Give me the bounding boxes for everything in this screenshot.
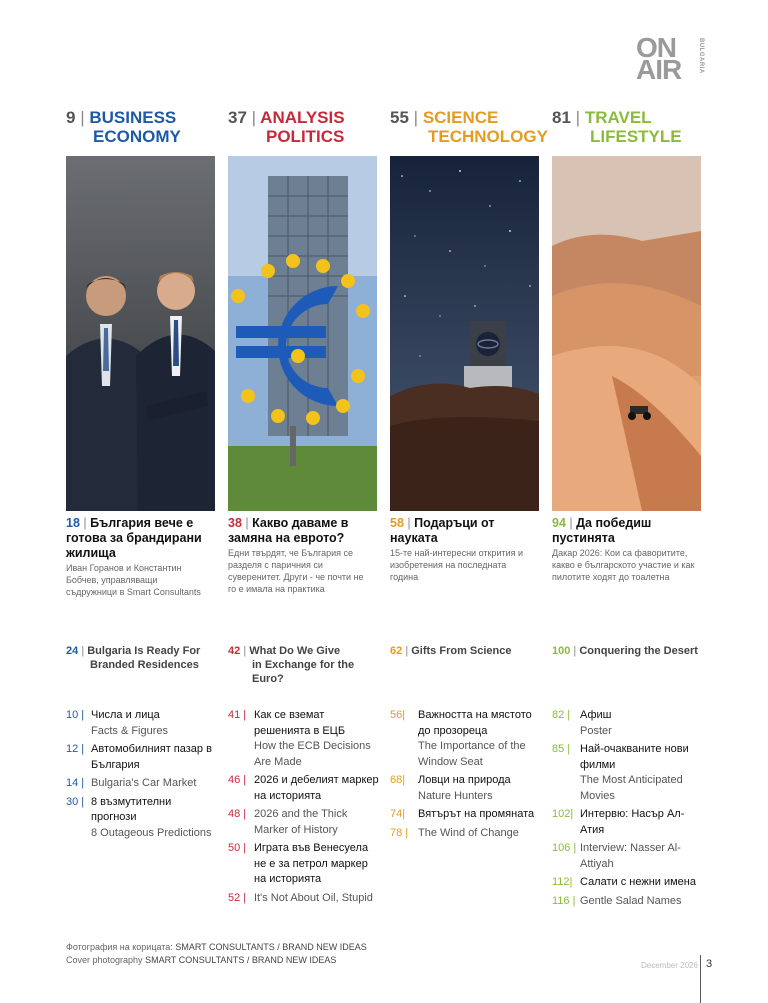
cover-credits: Фотография на корицата: SMART CONSULTANTS / BRAND NEW IDEAS Cover photography SMART CONSULTANTS / BRAND NEW IDEAS [66, 942, 367, 965]
list-item[interactable]: 48 | 2026 and the Thick Marker of History [228, 808, 348, 836]
english-page-number: 62 [390, 645, 403, 657]
feature-title: Какво даваме в замяна на еврото? [228, 516, 349, 545]
list-item[interactable]: 116 | Gentle Salad Names [552, 894, 682, 907]
english-page-number: 100 [552, 645, 571, 657]
logo-air: AIR [636, 54, 682, 85]
english-feature-business[interactable]: 24 | Bulgaria Is Ready For Branded Residences [66, 645, 201, 671]
section-header-analysis[interactable]: 37 | ANALYSIS POLITICS [228, 108, 345, 146]
feature-description: Дакар 2026: Кои са фаворитите, какво е българското участие и как пилотите ходят до тоалетна [552, 548, 695, 582]
section-page-number: 9 [66, 108, 76, 127]
feature-article-science[interactable]: 58 | Подаръци от науката 15-те най-интересни открития и изобретения на последната година [390, 516, 535, 583]
list-item[interactable]: 102| Интервю: Насър Ал-Атия [552, 808, 685, 836]
list-item[interactable]: 52 | It's Not About Oil, Stupid [228, 891, 373, 904]
contents-list-science [390, 708, 540, 844]
english-feature-politics[interactable]: 42 | What Do We Give in Exchange for the Euro? [228, 645, 355, 685]
list-item[interactable]: 112| Салати с нежни имена [552, 876, 696, 888]
section-page-number: 37 [228, 108, 247, 127]
feature-description: 15-те най-интересни открития и изобретения на последната година [390, 548, 524, 582]
section-title-line1: BUSINESS [89, 108, 177, 127]
section-title-line2: ECONOMY [93, 127, 181, 146]
travel-photo[interactable] [552, 156, 701, 511]
issue-date: December 2026 [641, 961, 698, 970]
list-item[interactable]: 14 | Bulgaria's Car Market [66, 777, 197, 789]
section-title-line2: LIFESTYLE [590, 127, 682, 146]
section-page-number: 55 [390, 108, 409, 127]
section-title-line1: ANALYSIS [260, 108, 345, 127]
feature-article-politics[interactable]: 38 | Какво даваме в замяна на еврото? Едни твърдят, че България се разделя с паричния си суверенитет. Други - че почти не го е имала на практика [228, 516, 373, 595]
section-header-science[interactable]: 55 | SCIENCE TECHNOLOGY [390, 108, 548, 146]
page-number: 3 [706, 958, 713, 970]
section-title-line2: TECHNOLOGY [428, 127, 548, 146]
english-title-line1: Bulgaria Is Ready For [87, 645, 201, 657]
english-title-line1: Gifts From Science [411, 645, 512, 657]
list-item[interactable]: 56| Важността на мястото до прозореца The Importance of the Window Seat [390, 709, 532, 768]
section-page-number: 81 [552, 108, 571, 127]
section-header-business[interactable]: 9 | BUSINESS ECONOMY [66, 108, 181, 146]
science-photo[interactable] [390, 156, 539, 511]
section-title-line1: SCIENCE [422, 108, 499, 127]
section-title-line2: POLITICS [266, 127, 345, 146]
list-item[interactable]: 30 | 8 възмутителни прогнози 8 Outageous Predictions [66, 795, 212, 839]
list-item[interactable]: 10 | Числа и лица Facts & Figures [66, 709, 169, 737]
feature-description: Едни твърдят, че България се разделя с паричния си суверенитет. Други - че почти не го е имала на практика [228, 548, 364, 594]
list-item[interactable]: 78 | The Wind of Change [390, 826, 519, 839]
english-page-number: 42 [228, 645, 241, 657]
feature-page-number: 18 [66, 516, 80, 530]
list-item[interactable]: 74| Вятърът на промяната [390, 808, 535, 820]
feature-page-number: 58 [390, 516, 404, 530]
english-page-number: 24 [66, 645, 79, 657]
politics-photo[interactable] [228, 156, 377, 511]
list-item[interactable]: 85 | Най-очакваните нови филми The Most Anticipated Movies [552, 743, 689, 802]
list-item[interactable]: 82 | Афиш Poster [552, 709, 612, 737]
feature-page-number: 38 [228, 516, 242, 530]
list-item[interactable]: 46 | 2026 и дебелият маркер на историята [228, 774, 379, 802]
english-title-line2: in Exchange for the [252, 659, 355, 671]
contents-list-business [66, 708, 216, 844]
english-title-line2: Branded Residences [90, 659, 199, 671]
list-item[interactable]: 12 | Автомобилният пазар в България [66, 743, 212, 771]
list-item[interactable]: 41 | Как се вземат решенията в ЕЦБ How the ECB Decisions Are Made [228, 709, 371, 768]
feature-article-business[interactable]: 18 | България вече е готова за брандирани жилища Иван Горанов и Константин Бобчев, управляващи съдружници в Smart Consultants [66, 516, 211, 598]
feature-description: Иван Горанов и Константин Бобчев, управляващи съдружници в Smart Consultants [66, 563, 201, 597]
contents-list-travel [552, 708, 702, 912]
feature-page-number: 94 [552, 516, 566, 530]
feature-title: България вече е готова за брандирани жилища [66, 516, 202, 560]
feature-article-travel[interactable]: 94 | Да победиш пустинята Дакар 2026: Кои са фаворитите, какво е българското участие и как пилотите ходят до тоалетна [552, 516, 697, 583]
feature-title: Подаръци от науката [390, 516, 495, 545]
feature-title: Да победиш пустинята [552, 516, 652, 545]
magazine-logo [636, 32, 706, 86]
list-item[interactable]: 50 | Играта във Венесуела не е за петрол маркер на историята [228, 842, 369, 885]
footer-divider [700, 955, 701, 1003]
logo-on: ON [636, 32, 676, 63]
english-title-line3: Euro? [252, 673, 284, 685]
english-title-line1: Conquering the Desert [579, 645, 698, 657]
list-item[interactable]: 106 | Interview: Nasser Al-Attiyah [552, 842, 681, 870]
contents-list-politics [228, 708, 380, 909]
section-title-line1: TRAVEL [584, 108, 652, 127]
english-feature-science[interactable]: 62 | Gifts From Science [390, 645, 512, 657]
list-item[interactable]: 68| Ловци на природа Nature Hunters [390, 774, 511, 802]
section-header-travel[interactable]: 81 | TRAVEL LIFESTYLE [552, 108, 682, 146]
english-feature-travel[interactable]: 100 | Conquering the Desert [552, 645, 698, 657]
business-photo[interactable] [66, 156, 215, 511]
english-title-line1: What Do We Give [249, 645, 341, 657]
logo-bulgaria: BULGARIA [698, 38, 704, 74]
